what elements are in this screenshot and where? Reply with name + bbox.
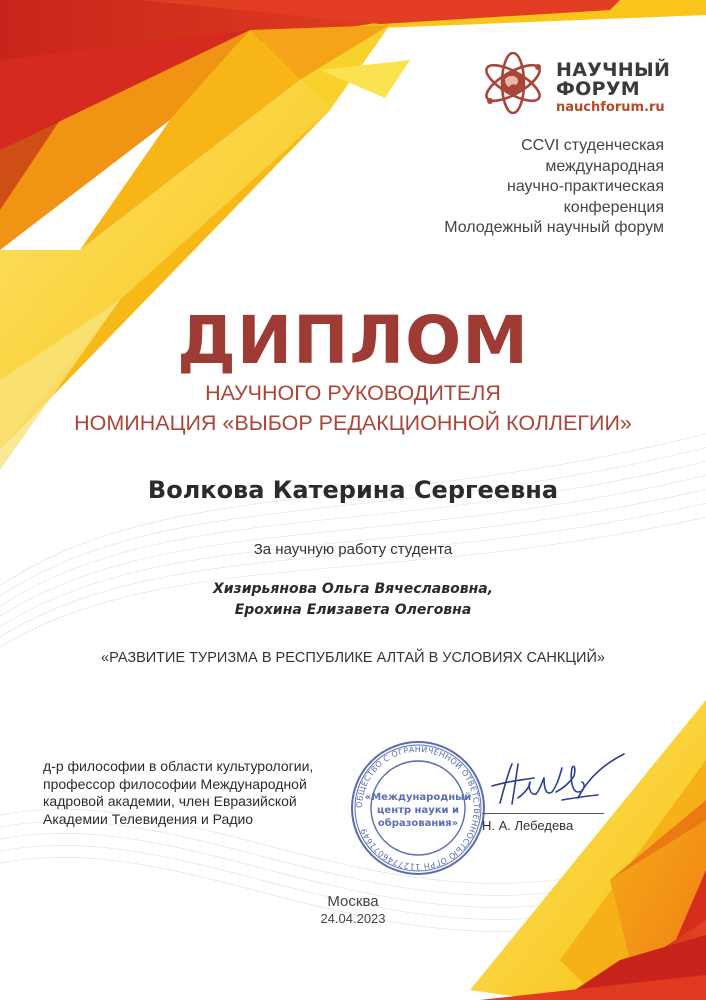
- atom-globe-logo-icon: [480, 52, 550, 114]
- conference-line: Молодежный научный форум: [444, 219, 664, 236]
- stamp-center-line: «Международный: [364, 792, 472, 803]
- diploma-nomination: НОМИНАЦИЯ «ВЫБОР РЕДАКЦИОННОЙ КОЛЛЕГИИ»: [74, 411, 632, 435]
- signer-title-line: д-р философии в области культурологии,: [43, 758, 314, 774]
- city: Москва: [327, 893, 379, 910]
- signature-line: [482, 813, 604, 814]
- organization-stamp: [348, 738, 488, 878]
- handwritten-signature: [478, 748, 628, 820]
- conference-line: научно-практическая: [506, 178, 664, 195]
- conference-line: международная: [545, 157, 664, 175]
- conference-info: [364, 136, 664, 239]
- logo-line1: НАУЧНЫЙ: [556, 59, 671, 81]
- student-name: Ерохина Елизавета Олеговна: [234, 602, 472, 618]
- diploma-subtitle: НАУЧНОГО РУКОВОДИТЕЛЯ: [205, 381, 501, 405]
- work-theme: «РАЗВИТИЕ ТУРИЗМА В РЕСПУБЛИКЕ АЛТАЙ В УСЛОВИЯХ САНКЦИЙ»: [101, 650, 605, 666]
- signer-name: Н. А. Лебедева: [482, 818, 574, 833]
- date: 24.04.2023: [320, 911, 386, 926]
- signer-title-line: кадровой академии, член Евразийской: [43, 793, 297, 809]
- student-name: Хизирьянова Ольга Вячеславовна,: [212, 581, 494, 597]
- stamp-center-line: центр науки и: [377, 805, 459, 816]
- conference-line: конференция: [563, 198, 664, 216]
- for-work-text: За научную работу студента: [253, 541, 453, 558]
- signer-title-line: Академии Телевидения и Радио: [43, 810, 254, 827]
- recipient-name: Волкова Катерина Сергеевна: [147, 476, 559, 504]
- signer-credentials: [43, 758, 363, 828]
- diploma-title: ДИПЛОМ: [177, 302, 529, 379]
- student-names: [0, 579, 706, 621]
- stamp-center-line: образования»: [377, 818, 459, 829]
- logo-site-link[interactable]: nauchforum.ru: [556, 100, 665, 115]
- forum-logo[interactable]: [480, 50, 670, 116]
- logo-line2: ФОРУМ: [556, 78, 640, 100]
- conference-line: CCVI студенческая: [521, 137, 664, 154]
- stamp-ring-text: ОБЩЕСТВО С ОГРАНИЧЕННОЙ ОТВЕТСТВЕННОСТЬЮ ОГРН 1127746071649: [354, 744, 482, 872]
- signer-title-line: профессор философии Международной: [43, 775, 307, 792]
